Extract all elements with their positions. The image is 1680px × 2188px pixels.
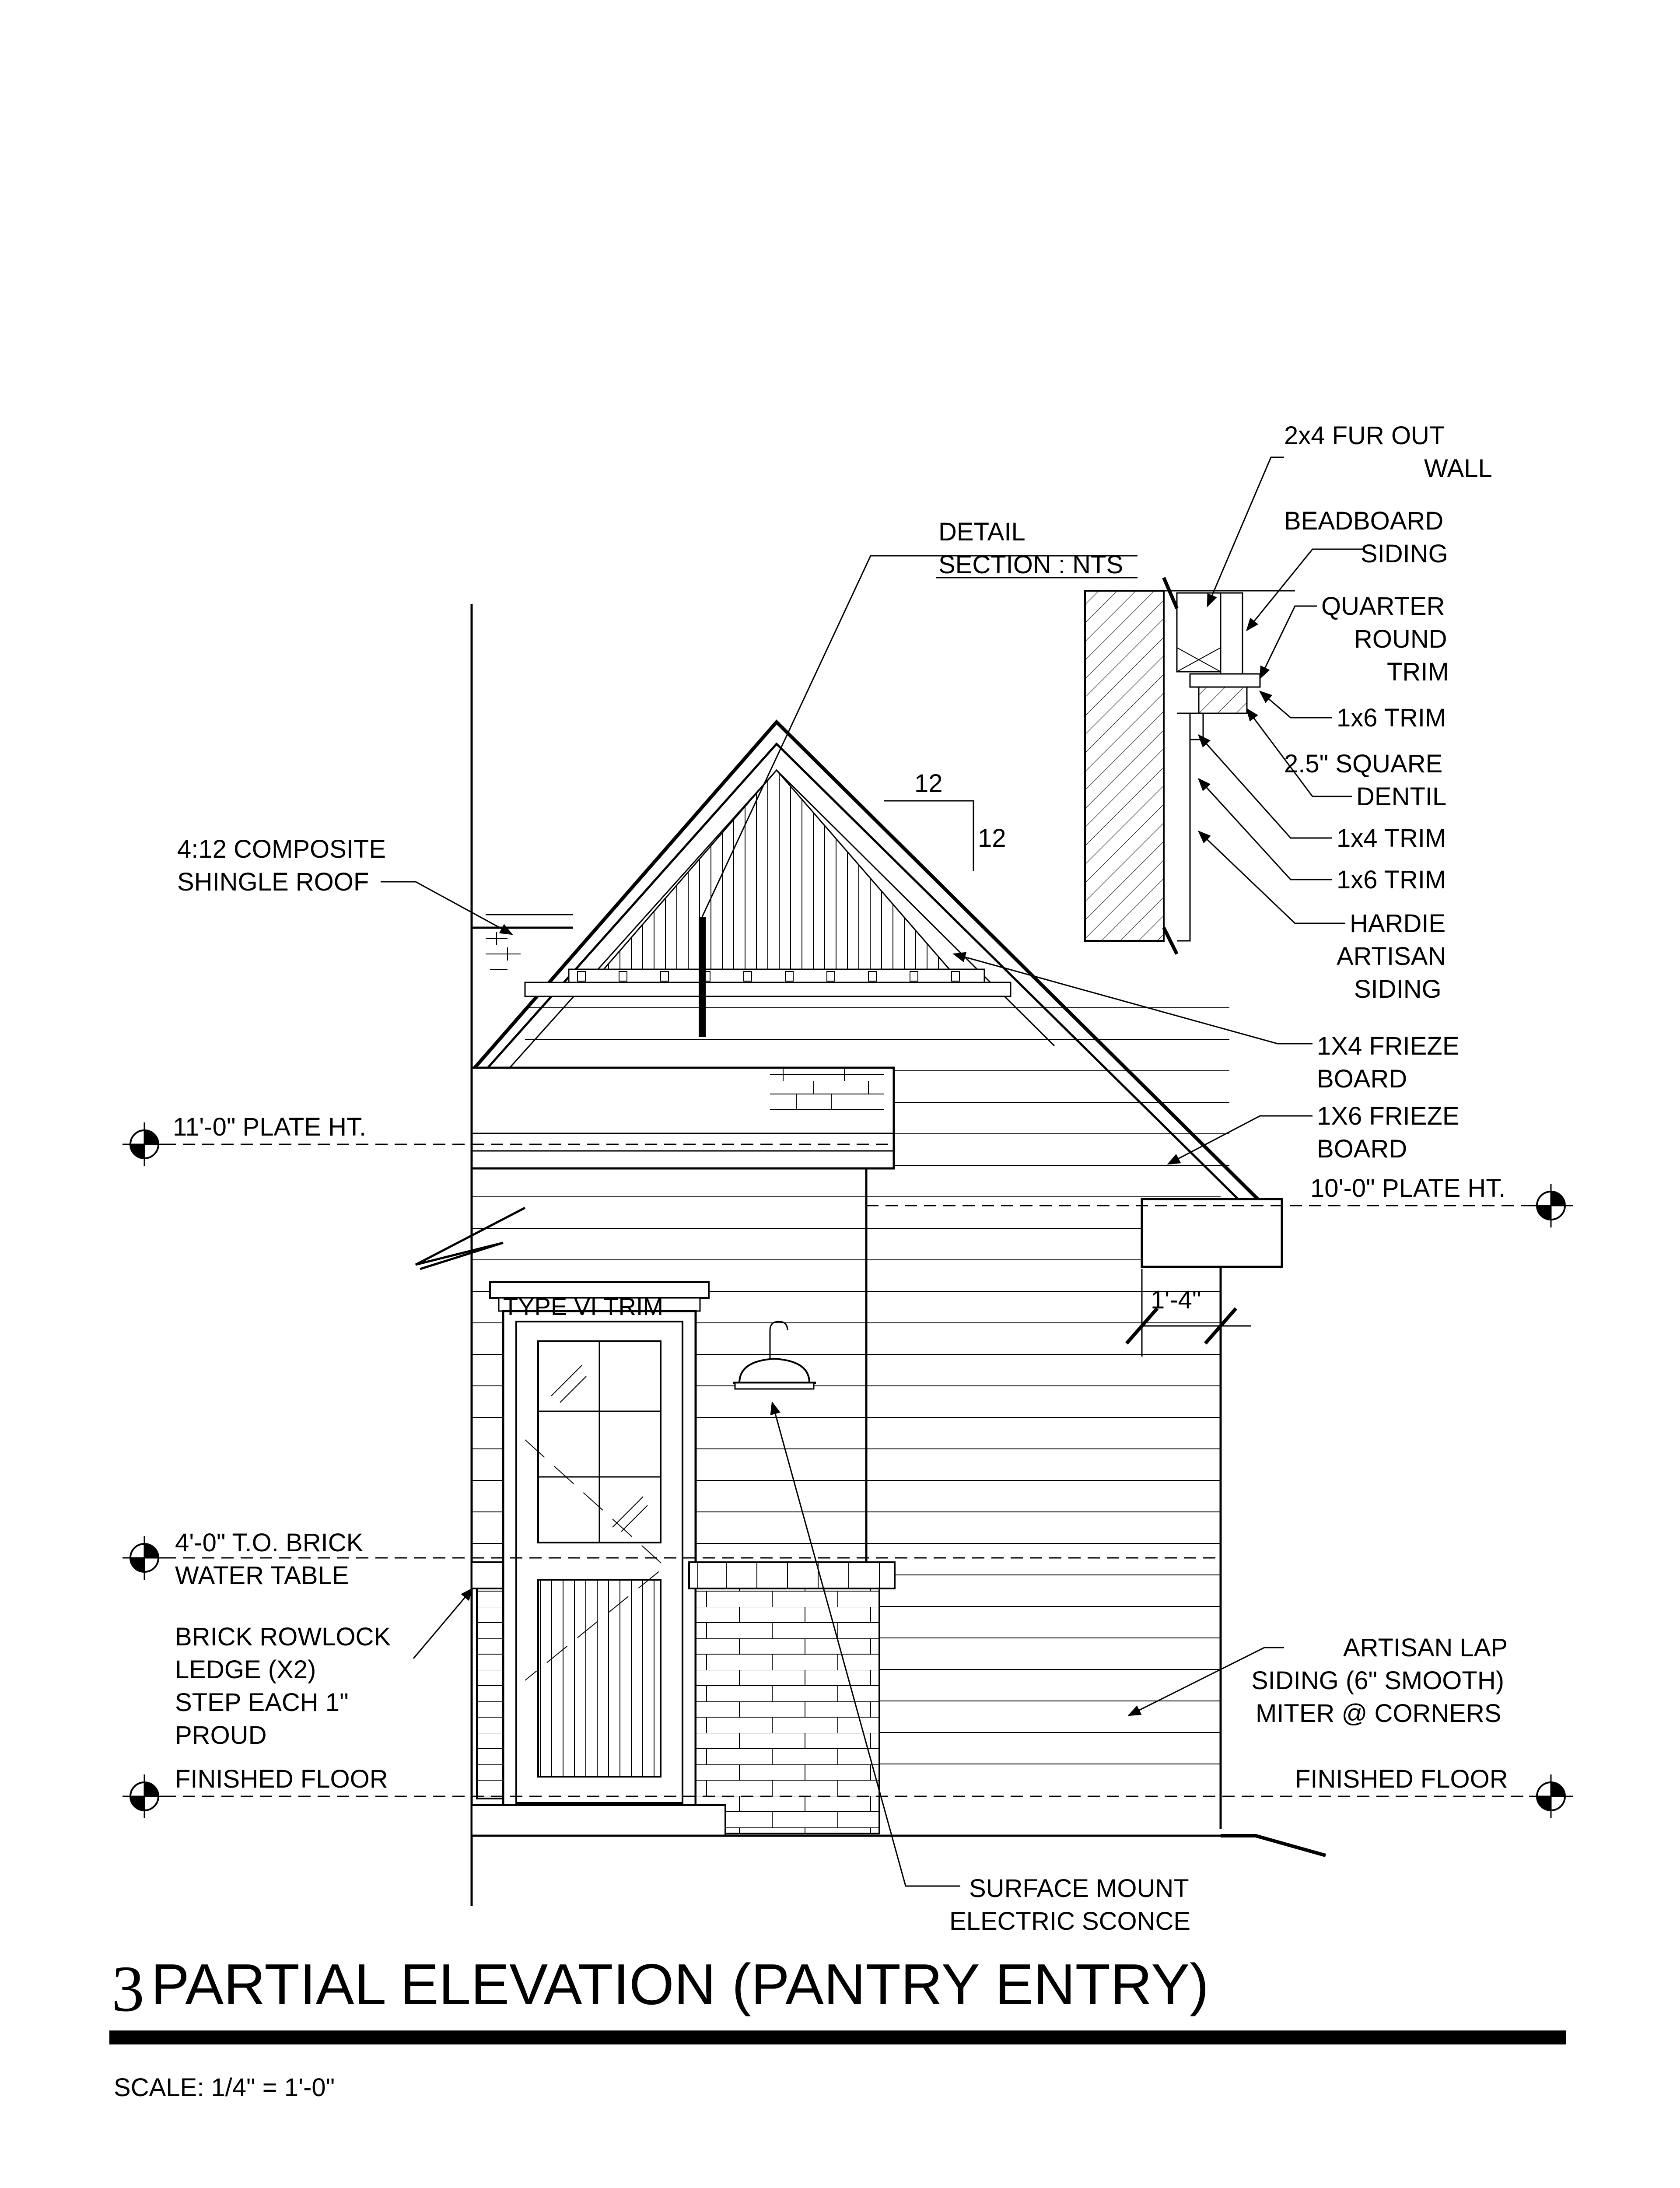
note-1x6-trim-b: 1x6 TRIM <box>1337 866 1446 894</box>
level-target-10ft <box>1529 1184 1573 1227</box>
title-underline <box>109 2030 1566 2044</box>
note-quarter-1: QUARTER <box>1321 592 1445 621</box>
note-hardie-2: ARTISAN <box>1337 942 1446 971</box>
level-target-11ft <box>122 1122 166 1166</box>
note-quarter-2: ROUND <box>1354 625 1447 653</box>
note-type-vi-trim: TYPE VI TRIM <box>503 1293 664 1320</box>
detail-title-2: SECTION : NTS <box>938 551 1124 579</box>
elevation-drawing <box>416 604 1326 1906</box>
note-quarter-3: TRIM <box>1387 658 1449 686</box>
floor-label-right: FINISHED FLOOR <box>1295 1765 1508 1793</box>
note-frieze4-1: 1X4 FRIEZE <box>1317 1032 1460 1060</box>
note-lap-2: SIDING (6" SMOOTH) <box>1251 1666 1505 1695</box>
note-sconce-2: ELECTRIC SCONCE <box>949 1907 1191 1936</box>
note-sconce-1: SURFACE MOUNT <box>969 1874 1189 1903</box>
note-hardie-3: SIDING <box>1354 975 1442 1003</box>
note-beadboard-2: SIDING <box>1361 540 1448 568</box>
right-eave-box <box>1142 1199 1282 1267</box>
note-fur-out-1: 2x4 FUR OUT <box>1284 421 1445 450</box>
note-1x6-trim-a: 1x6 TRIM <box>1337 704 1446 732</box>
note-composite-2: SHINGLE ROOF <box>177 868 369 896</box>
note-composite-1: 4:12 COMPOSITE <box>177 835 386 863</box>
frieze-board-1x4 <box>569 969 984 982</box>
concrete-sill <box>472 1805 725 1836</box>
door-lower-panel <box>538 1580 661 1777</box>
note-hardie-1: HARDIE <box>1350 909 1446 938</box>
note-lap-1: ARTISAN LAP <box>1343 1634 1508 1662</box>
note-dentil-2: DENTIL <box>1356 782 1447 811</box>
note-beadboard-1: BEADBOARD <box>1284 507 1444 535</box>
brick-rowlock-ledge <box>689 1562 895 1588</box>
detail-wall-hatch <box>1085 591 1164 941</box>
brick-level-label-2: WATER TABLE <box>175 1561 349 1590</box>
detail-title-1: DETAIL <box>938 518 1026 546</box>
note-fur-out-2: WALL <box>1424 454 1492 483</box>
note-rowlock-1: BRICK ROWLOCK <box>175 1623 391 1651</box>
floor-label-left: FINISHED FLOOR <box>175 1765 388 1793</box>
porch-eave-block <box>472 1068 894 1168</box>
gable-beadboard <box>604 770 949 969</box>
note-frieze6-2: BOARD <box>1317 1135 1407 1163</box>
level-target-brick <box>122 1536 166 1580</box>
plate-11-label: 11'-0" PLATE HT. <box>173 1113 367 1141</box>
note-rowlock-4: PROUD <box>175 1721 267 1750</box>
detail-dentil <box>1199 687 1247 713</box>
drawing-scale: SCALE: 1/4" = 1'-0" <box>114 2073 335 2102</box>
drawing-number: 3 <box>112 1953 144 2025</box>
pitch-run: 12 <box>914 769 943 798</box>
note-rowlock-2: LEDGE (X2) <box>175 1655 316 1684</box>
roof-pitch-symbol <box>884 769 1006 871</box>
note-frieze4-2: BOARD <box>1317 1065 1407 1093</box>
drawing-title: PARTIAL ELEVATION (PANTRY ENTRY) <box>151 1952 1209 2016</box>
brick-level-label-1: 4'-0" T.O. BRICK <box>175 1529 364 1557</box>
level-target-floor-left <box>122 1774 166 1818</box>
pantry-door <box>490 1282 709 1810</box>
drawing-title-block <box>109 1952 1566 2102</box>
overhang-value: 1'-4" <box>1151 1286 1201 1314</box>
pitch-rise: 12 <box>978 824 1006 852</box>
frieze-board-1x6 <box>525 982 1011 996</box>
level-target-floor-right <box>1529 1774 1573 1818</box>
note-frieze6-1: 1X6 FRIEZE <box>1317 1102 1460 1130</box>
note-1x4-trim: 1x4 TRIM <box>1337 824 1446 852</box>
note-rowlock-3: STEP EACH 1" <box>175 1688 349 1717</box>
plate-10-label: 10'-0" PLATE HT. <box>1310 1174 1506 1203</box>
left-shingle-roof <box>472 915 573 969</box>
note-dentil-1: 2.5" SQUARE <box>1284 750 1443 778</box>
note-lap-3: MITER @ CORNERS <box>1256 1699 1502 1728</box>
